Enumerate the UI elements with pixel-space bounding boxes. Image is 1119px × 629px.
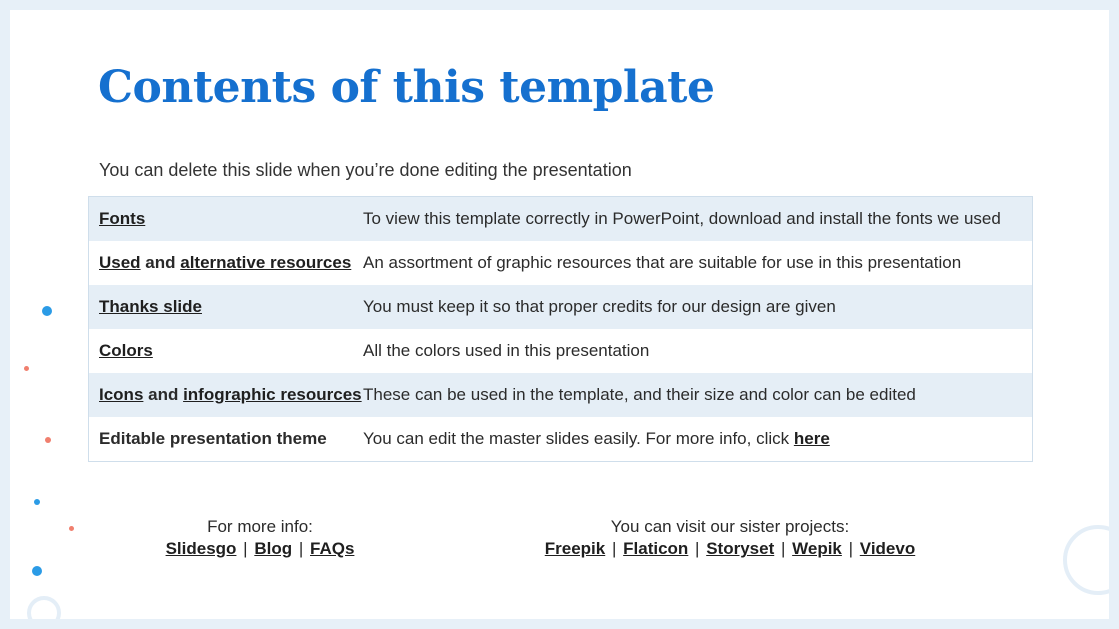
footer-sister-projects bbox=[530, 516, 930, 560]
subtitle: You can delete this slide when you’re done editing the presentation bbox=[99, 160, 632, 180]
row-description: You must keep it so that proper credits for our design are given bbox=[363, 297, 836, 316]
decorative-dot bbox=[42, 306, 52, 316]
freepik-link[interactable]: Freepik bbox=[544, 539, 606, 558]
footer-heading: You can visit our sister projects: bbox=[610, 517, 850, 536]
blog-link[interactable]: Blog bbox=[254, 539, 293, 558]
faqs-link[interactable]: FAQs bbox=[310, 539, 355, 558]
used-link[interactable]: Used bbox=[99, 253, 141, 272]
connector-text: and bbox=[140, 253, 181, 272]
videvo-link[interactable]: Videvo bbox=[859, 539, 916, 558]
table-row bbox=[89, 285, 1032, 329]
row-description: You can edit the master slides easily. For more info, click bbox=[363, 429, 794, 448]
row-description: An assortment of graphic resources that are suitable for use in this presentation bbox=[363, 253, 962, 272]
icons-link[interactable]: Icons bbox=[99, 385, 144, 404]
page-title: Contents of this template bbox=[98, 62, 715, 113]
editable-theme-label: Editable presentation theme bbox=[99, 429, 327, 448]
decorative-dot bbox=[32, 566, 42, 576]
separator: | bbox=[780, 539, 786, 558]
separator: | bbox=[298, 539, 304, 558]
decorative-dot bbox=[24, 366, 29, 371]
fonts-link[interactable]: Fonts bbox=[99, 209, 146, 228]
infographic-resources-link[interactable]: infographic resources bbox=[183, 385, 362, 404]
row-description: All the colors used in this presentation bbox=[363, 341, 650, 360]
table-row bbox=[89, 373, 1032, 417]
thanks-slide-link[interactable]: Thanks slide bbox=[99, 297, 202, 316]
table-row bbox=[89, 329, 1032, 373]
slidesgo-link[interactable]: Slidesgo bbox=[165, 539, 237, 558]
wepik-link[interactable]: Wepik bbox=[792, 539, 842, 558]
flaticon-link[interactable]: Flaticon bbox=[623, 539, 689, 558]
row-description: To view this template correctly in PowerPoint, download and install the fonts we used bbox=[363, 209, 1001, 228]
decorative-ring bbox=[27, 596, 61, 619]
connector-text: and bbox=[143, 385, 184, 404]
table-row bbox=[89, 197, 1032, 241]
storyset-link[interactable]: Storyset bbox=[706, 539, 775, 558]
colors-link[interactable]: Colors bbox=[99, 341, 153, 360]
separator: | bbox=[848, 539, 854, 558]
table-row bbox=[89, 241, 1032, 285]
decorative-dot bbox=[45, 437, 51, 443]
row-description: These can be used in the template, and their size and color can be edited bbox=[363, 385, 916, 404]
decorative-dot bbox=[34, 499, 40, 505]
alternative-resources-link[interactable]: alternative resources bbox=[180, 253, 352, 272]
separator: | bbox=[611, 539, 617, 558]
decorative-dot bbox=[69, 526, 74, 531]
slide bbox=[10, 10, 1109, 619]
footer-more-info bbox=[130, 516, 390, 560]
here-link[interactable]: here bbox=[793, 429, 830, 448]
separator: | bbox=[695, 539, 700, 558]
table-row bbox=[89, 417, 1032, 461]
separator: | bbox=[243, 539, 248, 558]
contents-table bbox=[88, 196, 1033, 462]
decorative-ring bbox=[1063, 525, 1109, 595]
footer-heading: For more info: bbox=[207, 517, 313, 536]
